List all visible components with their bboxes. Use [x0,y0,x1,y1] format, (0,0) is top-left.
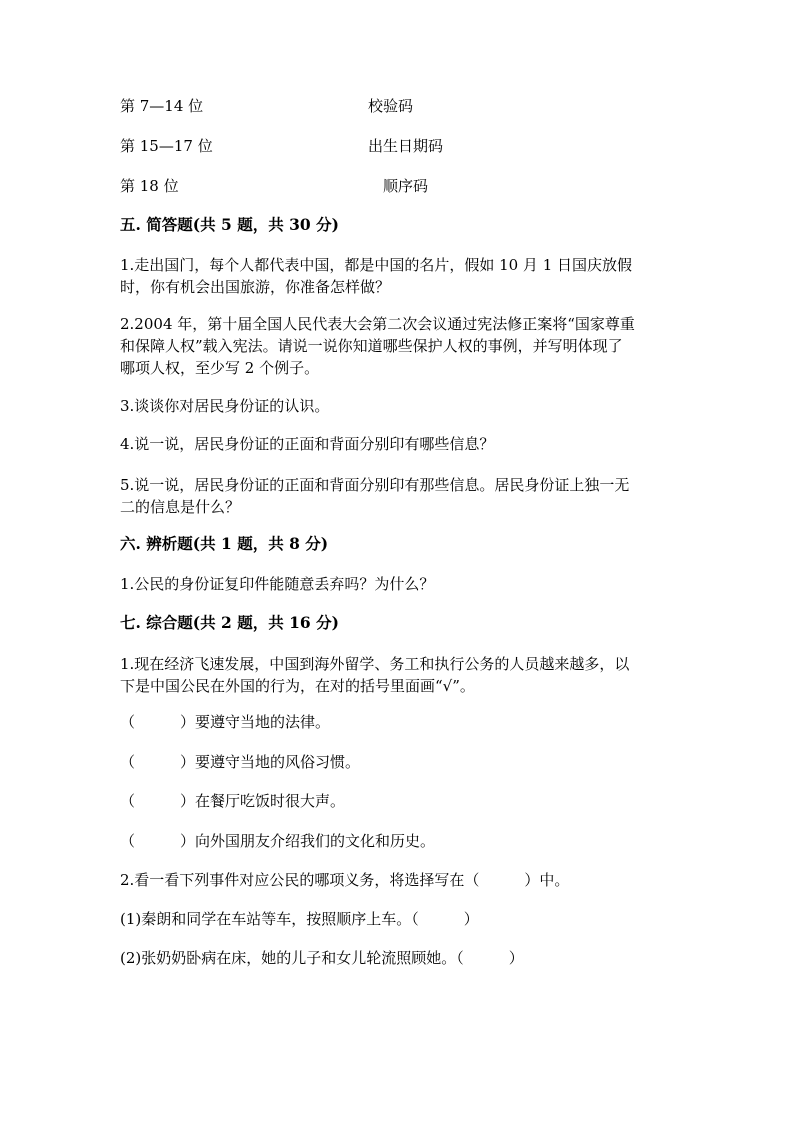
question-text [120,474,680,518]
text-line: 下是中国公民在外国的行为，在对的括号里面画“√”。 [120,677,475,695]
text-line: 和保障人权”载入宪法。请说一说你知道哪些保护人权的事例，并写明体现了 [120,337,623,355]
section-heading: 七. 综合题(共 2 题，共 16 分) [120,613,339,632]
sub-question: (1)秦朗和同学在车站等车，按照顺序上车。（ ） [120,910,479,928]
question-text: 2.看一看下列事件对应公民的哪项义务，将选择写在（ ）中。 [120,871,570,889]
text-line: 哪项人权，至少写 2 个例子。 [120,359,320,377]
sub-question: (2)张奶奶卧病在床，她的儿子和女儿轮流照顾她。（ ） [120,949,524,967]
answer-choice: （ ）要遵守当地的法律。 [120,713,331,731]
answer-choice: （ ）要遵守当地的风俗习惯。 [120,753,361,771]
question-text: 1.公民的身份证复印件能随意丢弃吗？为什么？ [120,575,435,593]
text-line: 二的信息是什么？ [120,498,241,516]
id-row-label: 第 15—17 位 [120,137,213,155]
answer-choice: （ ）在餐厅吃饭时很大声。 [120,792,346,810]
id-row-value: 出生日期码 [368,137,444,155]
text-line: 1.现在经济飞速发展，中国到海外留学、务工和执行公务的人员越来越多，以 [120,655,630,673]
id-row-label: 第 7—14 位 [120,97,204,115]
id-row-value: 顺序码 [383,177,429,195]
section-heading: 五. 简答题(共 5 题，共 30 分) [120,215,339,234]
id-row-label: 第 18 位 [120,177,179,195]
id-row-value: 校验码 [368,97,414,115]
answer-choice: （ ）向外国朋友介绍我们的文化和历史。 [120,832,436,850]
question-text [120,653,680,697]
question-text [120,313,680,379]
question-text: 3.谈谈你对居民身份证的认识。 [120,397,330,415]
text-line: 5.说一说，居民身份证的正面和背面分别印有那些信息。居民身份证上独一无 [120,476,630,494]
text-line: 2.2004 年，第十届全国人民代表大会第二次会议通过宪法修正案将“国家尊重 [120,315,635,333]
text-line: 1.走出国门，每个人都代表中国，都是中国的名片，假如 10 月 1 日国庆放假 [120,256,633,274]
section-heading: 六. 辨析题(共 1 题，共 8 分) [120,534,329,553]
question-text [120,254,680,298]
text-line: 时，你有机会出国旅游，你准备怎样做？ [120,278,391,296]
question-text: 4.说一说，居民身份证的正面和背面分别印有哪些信息？ [120,435,495,453]
